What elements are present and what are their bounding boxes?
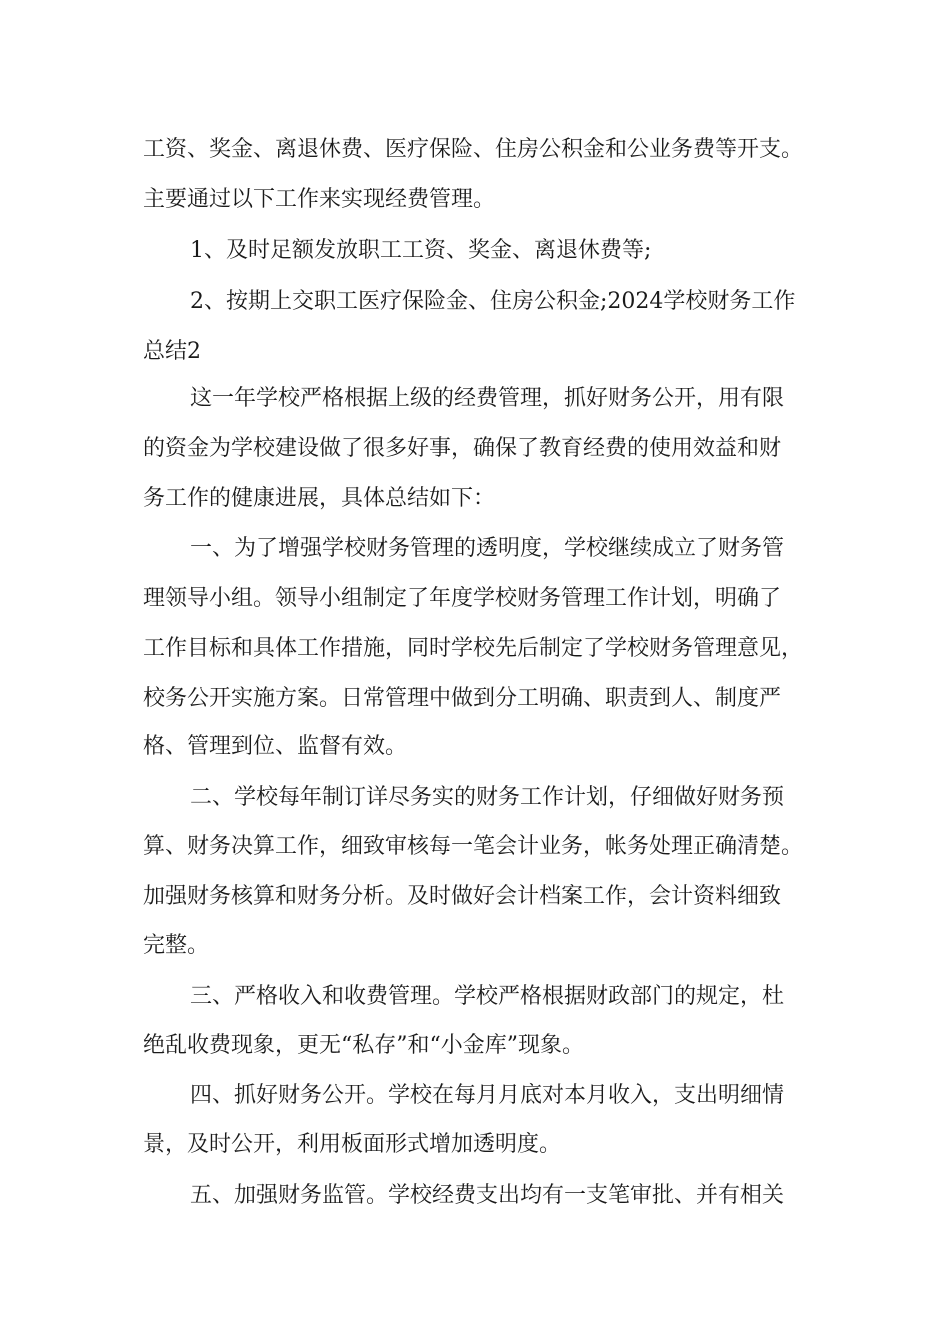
text-line: 1、及时足额发放职工工资、奖金、离退休费等; [190, 238, 652, 263]
text-line: 的资金为学校建设做了很多好事，确保了教育经费的使用效益和财 [143, 436, 782, 461]
text-line: 工作目标和具体工作措施，同时学校先后制定了学校财务管理意见， [143, 636, 804, 661]
text-line: 加强财务核算和财务分析。及时做好会计档案工作，会计资料细致 [143, 884, 782, 909]
text-line: 校务公开实施方案。日常管理中做到分工明确、职责到人、制度严 [143, 686, 782, 711]
text-line: 三、严格收入和收费管理。学校严格根据财政部门的规定，杜 [190, 984, 785, 1009]
text-line: 完整。 [143, 933, 210, 958]
text-line: 主要通过以下工作来实现经费管理。 [143, 187, 496, 212]
text-line: 二、学校每年制订详尽务实的财务工作计划，仔细做好财务预 [190, 785, 785, 810]
text-line: 务工作的健康进展，具体总结如下： [143, 486, 496, 511]
text-line: 2、按期上交职工医疗保险金、住房公积金;2024学校财务工作 [190, 289, 796, 314]
text-line: 理领导小组。领导小组制定了年度学校财务管理工作计划，明确了 [143, 586, 782, 611]
text-line: 总结2 [143, 339, 201, 364]
text-line: 格、管理到位、监督有效。 [143, 734, 408, 759]
text-line: 景，及时公开，利用板面形式增加透明度。 [143, 1132, 562, 1157]
text-line: 一、为了增强学校财务管理的透明度，学校继续成立了财务管 [190, 536, 785, 561]
text-line: 五、加强财务监管。学校经费支出均有一支笔审批、并有相关 [190, 1183, 785, 1208]
text-line: 工资、奖金、离退休费、医疗保险、住房公积金和公业务费等开支。 [143, 137, 804, 162]
text-line: 这一年学校严格根据上级的经费管理，抓好财务公开，用有限 [190, 386, 785, 411]
text-line: 算、财务决算工作，细致审核每一笔会计业务，帐务处理正确清楚。 [143, 834, 804, 859]
text-line: 绝乱收费现象，更无“私存”和“小金库”现象。 [143, 1033, 584, 1058]
text-line: 四、抓好财务公开。学校在每月月底对本月收入，支出明细情 [190, 1083, 785, 1108]
